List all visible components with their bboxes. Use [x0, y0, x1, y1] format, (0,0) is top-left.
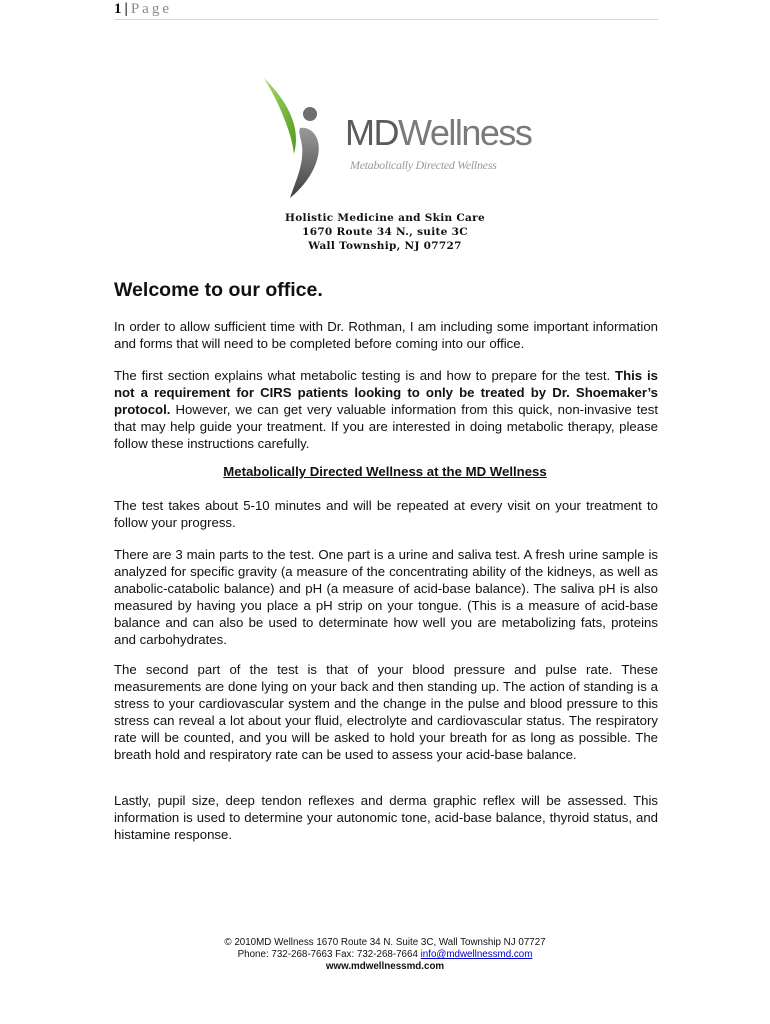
test-duration-paragraph: The test takes about 5-10 minutes and will be repeated at every visit on your treatment to follow your progress.	[114, 498, 658, 530]
md-wellness-logo	[262, 76, 532, 202]
address-line-1: Holistic Medicine and Skin Care	[285, 212, 485, 224]
cirs-notice: This is not a requirement for CIRS patients looking to only be treated by Dr. Shoemaker’s protocol.	[114, 368, 658, 417]
logo-wordmark: MDWellness	[345, 112, 532, 153]
second-part-paragraph: The second part of the test is that of your blood pressure and pulse rate. These measurements are done lying on your back and then standing up. The action of standing is a stress to your cardiovascular system and the change in the pulse and blood pressure to this stress can reveal a lot about your fluid, electrolyte and cardiovascular status. The respiratory rate will be counted, and you will be asked to hold your breath for as long as possible. The breath hold and respiratory rate can be used to assess your acid-base balance.	[114, 662, 658, 762]
first-section-paragraph: The first section explains what metabolic testing is and how to prepare for the test. This is not a requirement for CIRS patients looking to only be treated by Dr. Shoemaker’s protocol. However, we can get very valuable information from this quick, non-invasive test that may help guide your treatment. If you are interested in doing metabolic therapy, please follow these instructions carefully.	[114, 368, 658, 451]
logo-tagline: Metabolically Directed Wellness	[350, 158, 497, 172]
logo-figure-icon	[262, 76, 342, 202]
address-line-3: Wall Township, NJ 07727	[308, 240, 462, 252]
page-title: Welcome to our office.	[114, 279, 323, 301]
address-line-2: 1670 Route 34 N., suite 3C	[302, 226, 468, 238]
footer-contact: Phone: 732-268-7663 Fax: 732-268-7664 info@mdwellnessmd.com	[237, 949, 533, 960]
page-header	[114, 1, 658, 20]
office-address	[0, 211, 770, 253]
intro-paragraph: In order to allow sufficient time with Dr. Rothman, I am including some important information and forms that will need to be completed before coming into our office.	[114, 319, 658, 351]
page-number: 1	[114, 1, 122, 17]
website-url: www.mdwellnessmd.com	[325, 961, 445, 972]
lastly-paragraph: Lastly, pupil size, deep tendon reflexes and derma graphic reflex will be assessed. This information is used to determine your autonomic tone, acid-base balance, thyroid status, and histamine response.	[114, 793, 658, 842]
section-subheading: Metabolically Directed Wellness at the MD Wellness	[223, 464, 547, 479]
page-footer	[0, 937, 770, 973]
page-label: Page	[130, 1, 172, 17]
email-link[interactable]: info@mdwellnessmd.com	[420, 949, 533, 960]
footer-address: © 2010MD Wellness 1670 Route 34 N. Suite 3C, Wall Township NJ 07727	[224, 937, 546, 948]
page-separator: |	[124, 1, 128, 17]
test-parts-paragraph: There are 3 main parts to the test. One part is a urine and saliva test. A fresh urine sample is analyzed for specific gravity (a measure of the concentrating ability of the kidneys, as well as anabolic-catabolic balance) and pH (a measure of acid-base balance). The saliva pH is also measured by having you place a pH strip on your tongue. (This is a measure of acid-base balance and can also be used to determinate how well you are metabolizing fats, proteins and carbohydrates.	[114, 547, 658, 647]
